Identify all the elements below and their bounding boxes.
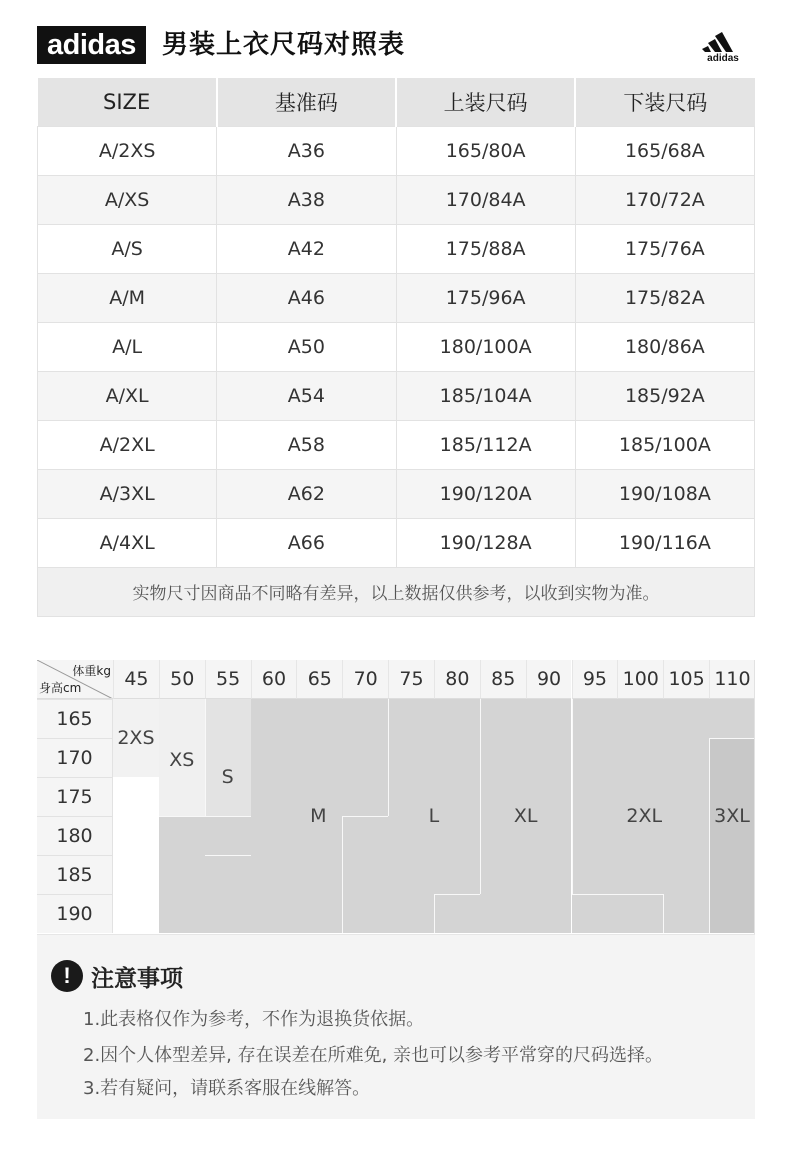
table-row [38, 175, 755, 224]
table-cell: A38 [217, 175, 396, 224]
height-label: 175 [37, 777, 113, 816]
zone-divider [159, 816, 251, 817]
height-label: 180 [37, 816, 113, 855]
height-label: 170 [37, 738, 113, 777]
table-row [38, 518, 755, 567]
size-zone-label-xl: XL [513, 805, 538, 827]
table-row [38, 371, 755, 420]
notes-title: 注意事项 [91, 965, 183, 992]
zone-divider [434, 894, 435, 933]
table-note: 实物尺寸因商品不同略有差异，以上数据仅供参考，以收到实物为准。 [38, 567, 755, 616]
table-cell: 190/128A [396, 518, 575, 567]
table-cell: A66 [217, 518, 396, 567]
size-zone-label-l: L [428, 805, 440, 827]
table-cell: A36 [217, 126, 396, 175]
note-item: 1.此表格仅作为参考，不作为退换货依据。 [83, 1009, 425, 1030]
size-zone-label-2xl: 2XL [626, 805, 663, 827]
column-header: 基准码 [217, 78, 396, 126]
table-row [38, 469, 755, 518]
weight-label: 90 [526, 660, 572, 699]
weight-label: 70 [342, 660, 388, 699]
table-cell: 190/108A [575, 469, 754, 518]
column-header: 下装尺码 [575, 78, 754, 126]
size-zone [709, 738, 755, 933]
table-cell: 175/82A [575, 273, 754, 322]
header [37, 26, 755, 64]
weight-label: 80 [434, 660, 480, 699]
table-cell: 175/76A [575, 224, 754, 273]
note-item: 3.若有疑问，请联系客服在线解答。 [83, 1078, 371, 1099]
column-header: SIZE [38, 78, 217, 126]
height-label: 185 [37, 855, 113, 894]
table-cell: A54 [217, 371, 396, 420]
weight-label: 85 [480, 660, 526, 699]
table-cell: A/2XS [38, 126, 217, 175]
table-cell: 185/100A [575, 420, 754, 469]
height-axis-label: 身高cm [39, 681, 82, 695]
table-cell: 175/88A [396, 224, 575, 273]
table-header-row [38, 78, 755, 126]
table-cell: A/M [38, 273, 217, 322]
height-label: 165 [37, 699, 113, 738]
size-zone [709, 699, 755, 738]
size-zone-label-3xl: 3XL [714, 805, 750, 827]
table-cell: A58 [217, 420, 396, 469]
table-row [38, 322, 755, 371]
zone-divider [709, 738, 710, 933]
table-cell: 185/112A [396, 420, 575, 469]
size-zone-label-2xs: 2XS [117, 727, 155, 749]
zone-divider [205, 699, 206, 816]
note-item: 2.因个人体型差异, 存在误差在所难免, 亲也可以参考平常穿的尺码选择。 [83, 1045, 664, 1066]
table-row [38, 224, 755, 273]
zone-divider [709, 738, 755, 739]
table-cell: 185/104A [396, 371, 575, 420]
zone-divider [388, 699, 389, 816]
brand-wordmark: adidas [37, 26, 146, 64]
logo-wordmark: adidas [707, 53, 739, 64]
table-cell: A46 [217, 273, 396, 322]
table-row [38, 126, 755, 175]
zone-divider [663, 894, 664, 933]
body-size-grid [37, 660, 755, 934]
height-label: 190 [37, 894, 113, 933]
table-cell: 180/86A [575, 322, 754, 371]
size-zone-label-xs: XS [169, 748, 195, 771]
page-title: 男装上衣尺码对照表 [162, 30, 406, 60]
table-cell: 170/84A [396, 175, 575, 224]
size-zone [480, 699, 572, 894]
zone-divider [342, 816, 388, 817]
weight-label: 50 [159, 660, 205, 699]
adidas-logo-icon [701, 30, 745, 62]
table-cell: 185/92A [575, 371, 754, 420]
zone-divider [342, 816, 343, 933]
column-header: 上装尺码 [396, 78, 575, 126]
table-cell: A/XL [38, 371, 217, 420]
exclamation-icon: ! [51, 960, 83, 992]
table-cell: 170/72A [575, 175, 754, 224]
size-zone-label-m: M [310, 805, 327, 827]
weight-label: 105 [663, 660, 709, 699]
table-note-row [38, 567, 755, 616]
grid-border [754, 660, 755, 934]
zone-divider [572, 894, 664, 895]
weight-label: 100 [617, 660, 663, 699]
notes-heading [51, 959, 183, 993]
table-cell: 165/68A [575, 126, 754, 175]
table-row [38, 273, 755, 322]
weight-label: 60 [251, 660, 297, 699]
zone-divider [572, 699, 573, 894]
table-cell: A/XS [38, 175, 217, 224]
table-cell: A62 [217, 469, 396, 518]
table-cell: A/L [38, 322, 217, 371]
grid-corner [37, 660, 113, 699]
table-cell: A42 [217, 224, 396, 273]
table-cell: A/3XL [38, 469, 217, 518]
table-cell: A/2XL [38, 420, 217, 469]
weight-label: 55 [205, 660, 251, 699]
size-zone [159, 816, 251, 933]
table-cell: 190/120A [396, 469, 575, 518]
weight-label: 95 [572, 660, 618, 699]
zone-divider [205, 855, 251, 856]
size-conversion-table [37, 78, 755, 617]
size-zone [480, 894, 572, 933]
weight-label: 45 [113, 660, 159, 699]
zone-divider [434, 894, 480, 895]
notes-panel [37, 934, 755, 1119]
table-cell: A/S [38, 224, 217, 273]
size-zone-label-s: S [221, 766, 234, 788]
table-cell: 180/100A [396, 322, 575, 371]
table-cell: A/4XL [38, 518, 217, 567]
table-cell: 190/116A [575, 518, 754, 567]
table-cell: 175/96A [396, 273, 575, 322]
table-cell: A50 [217, 322, 396, 371]
weight-label: 75 [388, 660, 434, 699]
weight-label: 110 [709, 660, 755, 699]
table-cell: 165/80A [396, 126, 575, 175]
weight-label: 65 [296, 660, 342, 699]
table-row [38, 420, 755, 469]
weight-axis-label: 体重kg [72, 664, 111, 678]
zone-divider [480, 699, 481, 894]
